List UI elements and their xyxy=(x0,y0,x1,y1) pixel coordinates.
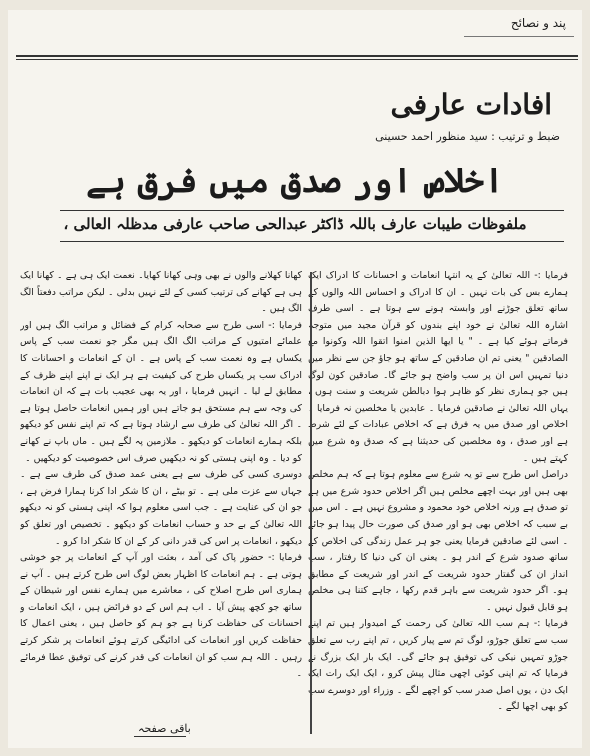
column-title: افادات عارفی xyxy=(390,88,552,121)
continued-rule xyxy=(134,736,186,737)
paragraph: دوسری کسی کی طرف سے ہے یعنی عمد صدق کی طرف سے ہے ۔ جہاں سے عزت ملی ہے ۔ تو بیٹے ، ان کا شکر ادا کرنا ہمارا فرض ہے ، جو ان کی عنایت ہے ۔ جب اسی معلوم ہوا کہ اپنی ہستی کو نہ دیکھو اللہ تعالیٰ کے بے حد و حساب انعامات کو دیکھو ۔ تخصیص اور تعلق کو دیکھو ، انعامات پر اس کی قدر دانی کر کے ان کا شکر ادا کرو ۔ xyxy=(20,469,302,547)
paragraph: فرمایا :- حضور پاک کی آمد ، بعثت اور آپ کے انعامات پر جو خوشی ہوتی ہے ۔ ہم انعامات کا اظہار بعض لوگ اس طرح کرتے ہیں ۔ آپ نے ہماری اس طرح اصلاح کی ، معاشرے میں ہمارے نفس اور شیطان کے ساتھ جو کچھ پیش آیا ۔ اب ہم اس کے دو فرائض ہیں ، ایک انعامات و احسانات کی حفاظت کرنا ہے جو ہم کو حاصل ہیں ، یعنی اعمال کا حفاظت کریں اور انعامات کی ادائیگی کرتے ہوئے انعامات پر شکر کرتے رہیں ۔ اللہ ہم سب کو ان انعامات کی قدر کرنے کی توفیق عطا فرمائے ۔ xyxy=(20,552,302,680)
top-rule xyxy=(16,55,578,57)
right-column xyxy=(308,268,568,738)
column-divider xyxy=(310,272,312,734)
magazine-page xyxy=(8,10,582,748)
paragraph: فرمایا :- اللہ تعالیٰ کے یہ انتہا انعامات و احسانات کا ادراک ایک ہمارے بس کی بات نہیں ۔ ان کا ادراک و احساس اللہ والوں کے ساتھ تعلق جوڑنے اور وابستہ ہونے سے ہوتا ہے ۔ اسی طرف اشارہ اللہ تعالیٰ نے خود اپنے بندوں کو قرآن مجید میں متوجہ فرماتے ہوئے کیا ہے ۔ " یا ایھا الذین امنوا اتقوا اللہ وکونوا مع الصادقین " یعنی تم ان صادقین کے ساتھ ہو جاؤ جن سے نظر میں دنیا تمہیں اس ان پر سب واضح ہو جائے گا۔ صادقین کون لوگ ہیں جو ہماری نظر کو ظاہر ہوا دبالطن شریعت و سنت ہوں ، یہاں اللہ تعالیٰ نے صادقین فرمایا ۔ عابدین یا مخلصین نہ فرمایا ۔ اخلاص اور صدق میں یہ فرق ہے کہ اخلاص عبادات کے لئے شرط ہے اور صدق ، وہ مخلصین کی حدیثنا ہے کہ صدق وہ شرع میں کہتے ہیں ۔ xyxy=(308,270,568,464)
continued-note: باقی صفحہ xyxy=(138,722,191,735)
paragraph: فرمایا :- اسی طرح سے صحابہ کرام کے فضائل و مراتب الگ ہیں اور علمائے امتیوں کے مراتب الگ الگ ہیں مگر جو نعمت سب کے پاس یکساں ہے وہ نعمت سب کے پاس ہے ۔ ان کے انعامات و احسانات کا ادراک سب پر یکساں طرح کی کیفیت ہے ہر ایک نے اپنے اپنے ظرف کے مطابق لے لیا ۔ انہیں فرمایا ، اور یہ بھی عجیب بات ہے کہ ان انعامات کی وجہ سے ہم مستحق ہو جاتے ہیں اور ہمیں انعامات حاصل ہوتا ہے ۔ اگر اللہ تعالیٰ کی طرف سے ارشاد ہوتا ہے کہ تم اپنے نفس کو دیکھو بلکہ ہمارے انعامات کو دیکھو ۔ ملازمین پہ لگے ہیں ۔ ماں باپ نے کھانے کو دیا ۔ وہ اپنی ہستی کو نہ دیکھیں صرف اس خصوصیت کو دیکھیں ۔ xyxy=(20,319,302,464)
paragraph: دراصل اس طرح سے تو یہ شرع سے معلوم ہوتا ہے کہ ہم مخلص بھی ہیں اور بہت اچھے مخلص ہیں اگر اخلاص حدود شرع میں ہے تو صدق ہے ورنہ اخلاص خود محمود و مشروع نہیں ہے ۔ اس میں بے سبب کہ اخلاص بھی ہو اور صدق کی صورت حال پیدا ہو جائے ۔ اسی لئے صادقین فرمایا یعنی جو ہر عمل زندگی کی اخلاص کے ساتھ صدود شرع کے اندر ہو ۔ یعنی ان کی دنیا کا رفتار ، سب انداز ان کی گفتار حدود شریعت کے اندر اور شریعت کے مطابق ہو۔ اگر حدود شریعت سے باہر قدم رکھا ، جاہے کتنا ہی مخلص ہو قابل قبول نہیں ۔ xyxy=(308,469,568,613)
section-label: پند و نصائح xyxy=(510,16,566,30)
article-subtitle: ملفوظات طیبات عارف باللہ ڈاکٹر عبدالحی صاحب عارفی مدظلہ العالی ، xyxy=(63,215,527,233)
compiler-credit: ضبط و ترتیب : سید منظور احمد حسینی xyxy=(375,130,560,143)
left-column xyxy=(20,268,302,738)
article-title: اخلاص اور صدق میں فرق ہے xyxy=(86,161,504,201)
paragraph: فرمایا :- ہم سب اللہ تعالیٰ کی رحمت کے امیدوار ہیں تم اپنے سب سے تعلق جوڑو، لوگ تم سے پیار کریں ، تم اپنے رب سے تعلق جوڑو تمہیں نیکی کی توفیق ہو جائے گی۔ ایک بار ایک بزرگ نے فرمایا کہ تم اپنی کوئی اچھی مثال پیش کرو ، ایک ایک رات ایک ایک دن ، یوں اصل صدر سب کو اچھے لگے ۔ وزراء اور دوسرے سب کو بھی اچھا لگے ۔ xyxy=(308,618,568,713)
paragraph: کھانا کھلانے والوں نے بھی وہی کھانا کھایا۔ نعمت ایک ہی ہے ۔ کھانا ایک ہی ہے کھانے کی ترتیب کسی کے لئے نہیں بدلی ۔ لیکن مراتب دفعتاً الگ الگ ہیں ۔ xyxy=(20,270,302,315)
